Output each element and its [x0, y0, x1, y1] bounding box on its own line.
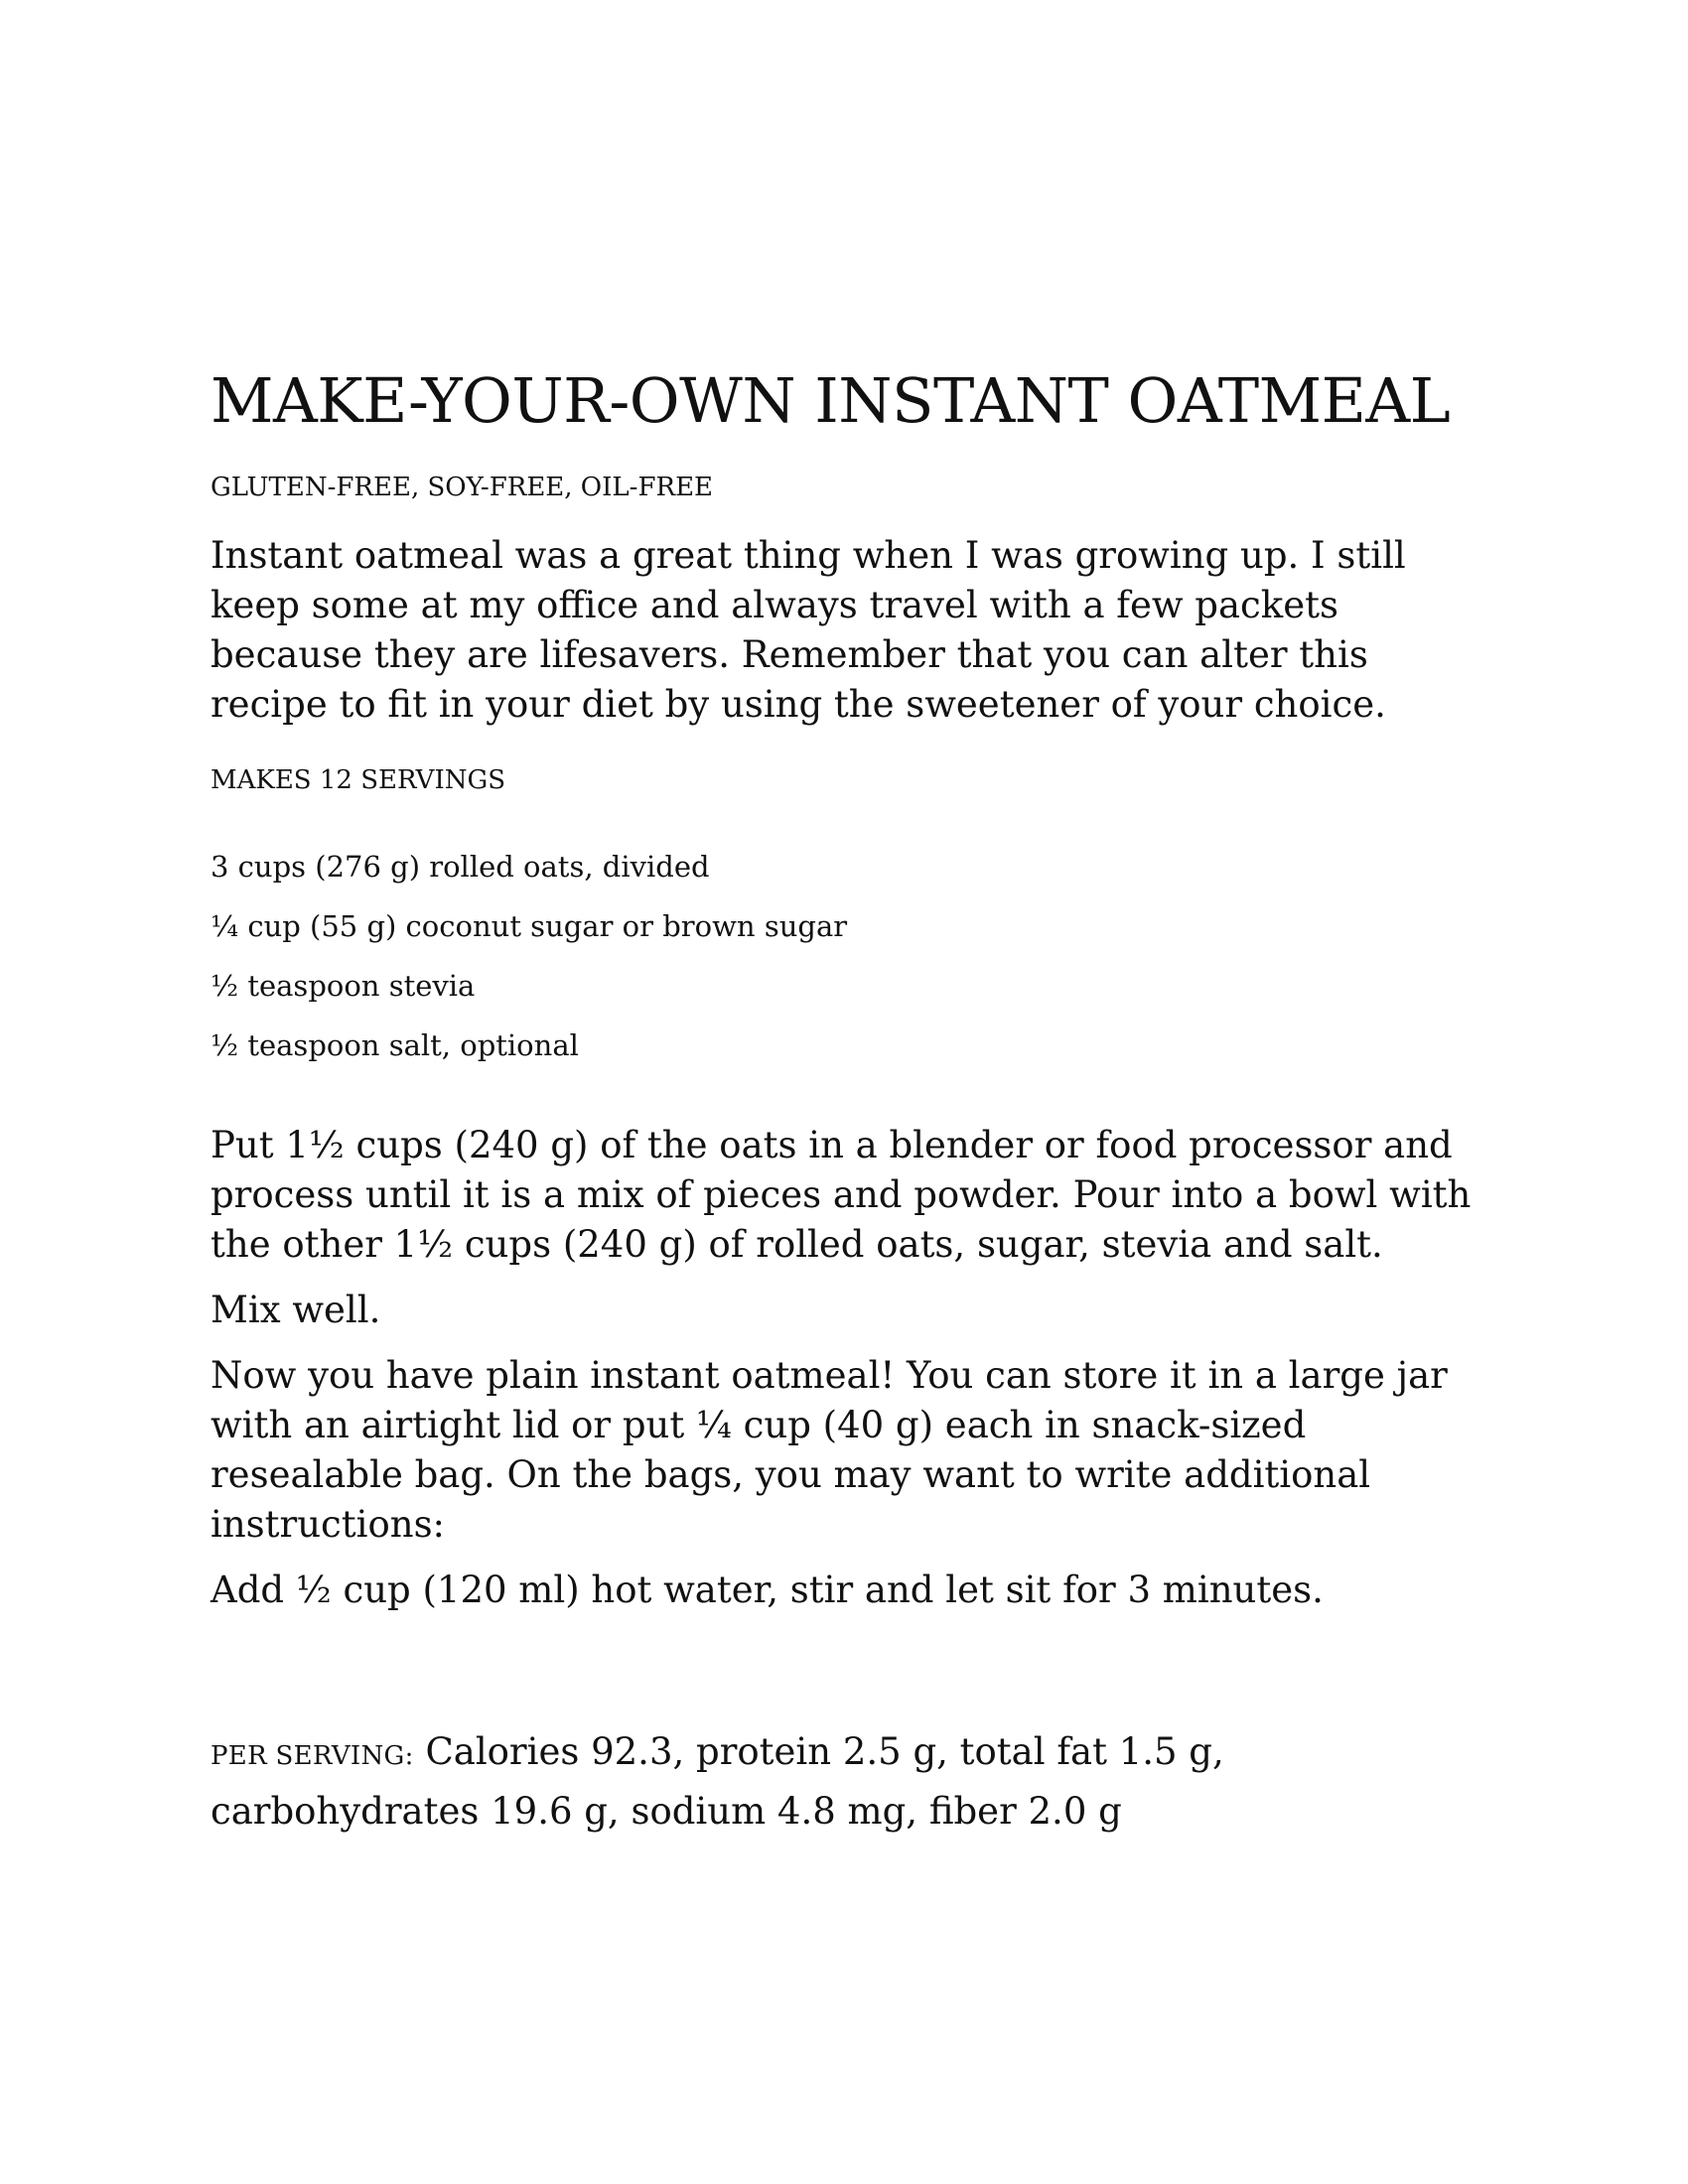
instruction-step: Add ½ cup (120 ml) hot water, stir and let sit for 3 minutes. [211, 1568, 1324, 1611]
nutrition-label: PER SERVING: [211, 1740, 414, 1771]
nutrition-info [211, 1724, 1491, 1840]
recipe-intro: Instant oatmeal was a great thing when I was growing up. I still keep some at my office and always travel with a few packets because they are lifesavers. Remember that you can alter this recipe to fit in your diet by using the sweetener of your choice. [211, 534, 1406, 727]
recipe-yield: MAKES 12 SERVINGS [211, 765, 506, 796]
instruction-step: Now you have plain instant oatmeal! You can store it in a large jar with an airtight lid or put ¼ cup (40 g) each in snack-sized resealable bag. On the bags, you may want to write additional instructions: [211, 1353, 1448, 1546]
recipe-title: MAKE-YOUR-OWN INSTANT OATMEAL [211, 364, 1451, 437]
instructions [211, 1121, 1491, 1615]
ingredient-item: ¼ cup (55 g) coconut sugar or brown sugar [211, 908, 848, 943]
ingredient-item: ½ teaspoon salt, optional [211, 1027, 579, 1062]
ingredient-item: ½ teaspoon stevia [211, 968, 476, 1003]
ingredient-item: 3 cups (276 g) rolled oats, divided [211, 849, 710, 884]
nutrition-values: Calories 92.3, protein 2.5 g, total fat 1.5 g, carbohydrates 19.6 g, sodium 4.8 mg, fiber 2.0 g [211, 1729, 1224, 1833]
instruction-step: Mix well. [211, 1288, 381, 1331]
diet-tags: GLUTEN-FREE, SOY-FREE, OIL-FREE [211, 473, 714, 503]
recipe-page [211, 364, 1491, 1876]
instruction-step: Put 1½ cups (240 g) of the oats in a blender or food processor and process until it is a mix of pieces and powder. Pour into a bowl with the other 1½ cups (240 g) of rolled oats, sugar, stevia and salt. [211, 1123, 1472, 1266]
ingredient-list [211, 849, 1491, 1063]
